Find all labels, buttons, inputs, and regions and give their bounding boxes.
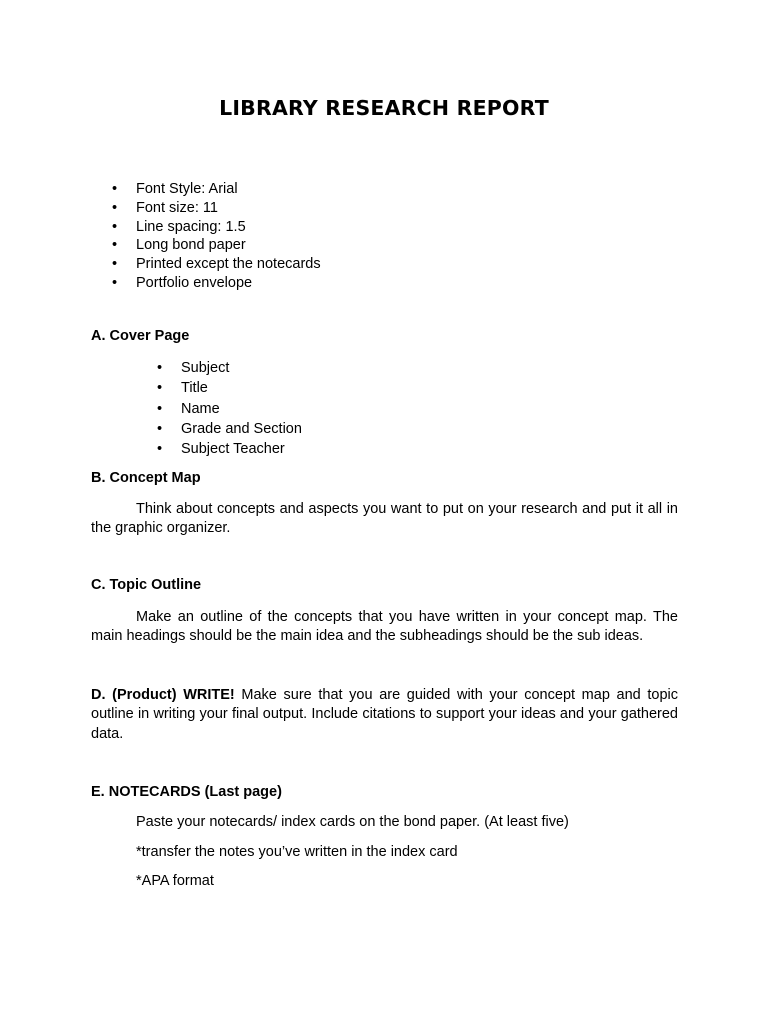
- notecards-note: *transfer the notes you’ve written in the index card: [136, 844, 458, 860]
- write-paragraph: [91, 686, 678, 744]
- cover-item-text: Title: [181, 380, 208, 397]
- bullet-icon: •: [112, 256, 118, 273]
- list-item: [112, 236, 321, 255]
- bullet-icon: •: [157, 360, 163, 376]
- list-item: [157, 399, 302, 419]
- bullet-icon: •: [157, 380, 163, 397]
- requirement-text: Portfolio envelope: [136, 274, 253, 291]
- list-item: [112, 180, 321, 199]
- topic-outline-paragraph: [91, 608, 678, 647]
- notecards-line: Paste your notecards/ index cards on the bond paper. (At least five): [136, 814, 569, 830]
- bullet-icon: •: [112, 274, 118, 291]
- list-item: [112, 274, 321, 293]
- requirement-text: Font Style: Arial: [136, 181, 238, 197]
- topic-outline-text: Make an outline of the concepts that you have written in your concept map. The main headings should be the main idea and the subheadings should be the sub ideas.: [91, 609, 678, 645]
- cover-item-text: Name: [181, 400, 220, 417]
- requirement-text: Printed except the notecards: [136, 256, 321, 273]
- cover-page-list: [157, 358, 302, 459]
- list-item: [112, 218, 321, 237]
- cover-item-text: Subject: [181, 360, 230, 376]
- list-item: [157, 378, 302, 398]
- notecards-heading: E. NOTECARDS (Last page): [91, 784, 282, 800]
- requirement-text: Line spacing: 1.5: [136, 218, 246, 235]
- bullet-icon: •: [112, 237, 118, 254]
- bullet-icon: •: [157, 441, 163, 458]
- list-item: [157, 439, 302, 459]
- cover-item-text: Grade and Section: [181, 420, 302, 437]
- bullet-icon: •: [112, 218, 118, 235]
- concept-map-heading: B. Concept Map: [91, 470, 201, 486]
- list-item: [112, 199, 321, 218]
- bullet-icon: •: [112, 199, 118, 216]
- cover-item-text: Subject Teacher: [181, 441, 285, 458]
- list-item: [157, 358, 302, 378]
- notecards-format: *APA format: [136, 873, 214, 889]
- bullet-icon: •: [112, 181, 118, 197]
- concept-map-text: Think about concepts and aspects you want to put on your research and put it all in the graphic organizer.: [91, 501, 678, 537]
- bullet-icon: •: [157, 400, 163, 417]
- cover-page-heading: A. Cover Page: [91, 328, 190, 344]
- list-item: [157, 419, 302, 439]
- requirement-text: Font size: 11: [136, 199, 218, 216]
- write-heading: D. (Product) WRITE!: [91, 687, 235, 703]
- requirements-list: [112, 180, 321, 293]
- page-title: LIBRARY RESEARCH REPORT: [219, 96, 549, 120]
- write-text: Make sure that you are guided with your concept map and topic outline in writing your final output. Include citations to support your ideas and your gathered data.: [91, 687, 678, 742]
- bullet-icon: •: [157, 420, 163, 437]
- topic-outline-heading: C. Topic Outline: [91, 577, 202, 593]
- requirement-text: Long bond paper: [136, 237, 246, 254]
- list-item: [112, 255, 321, 274]
- concept-map-paragraph: [91, 500, 678, 539]
